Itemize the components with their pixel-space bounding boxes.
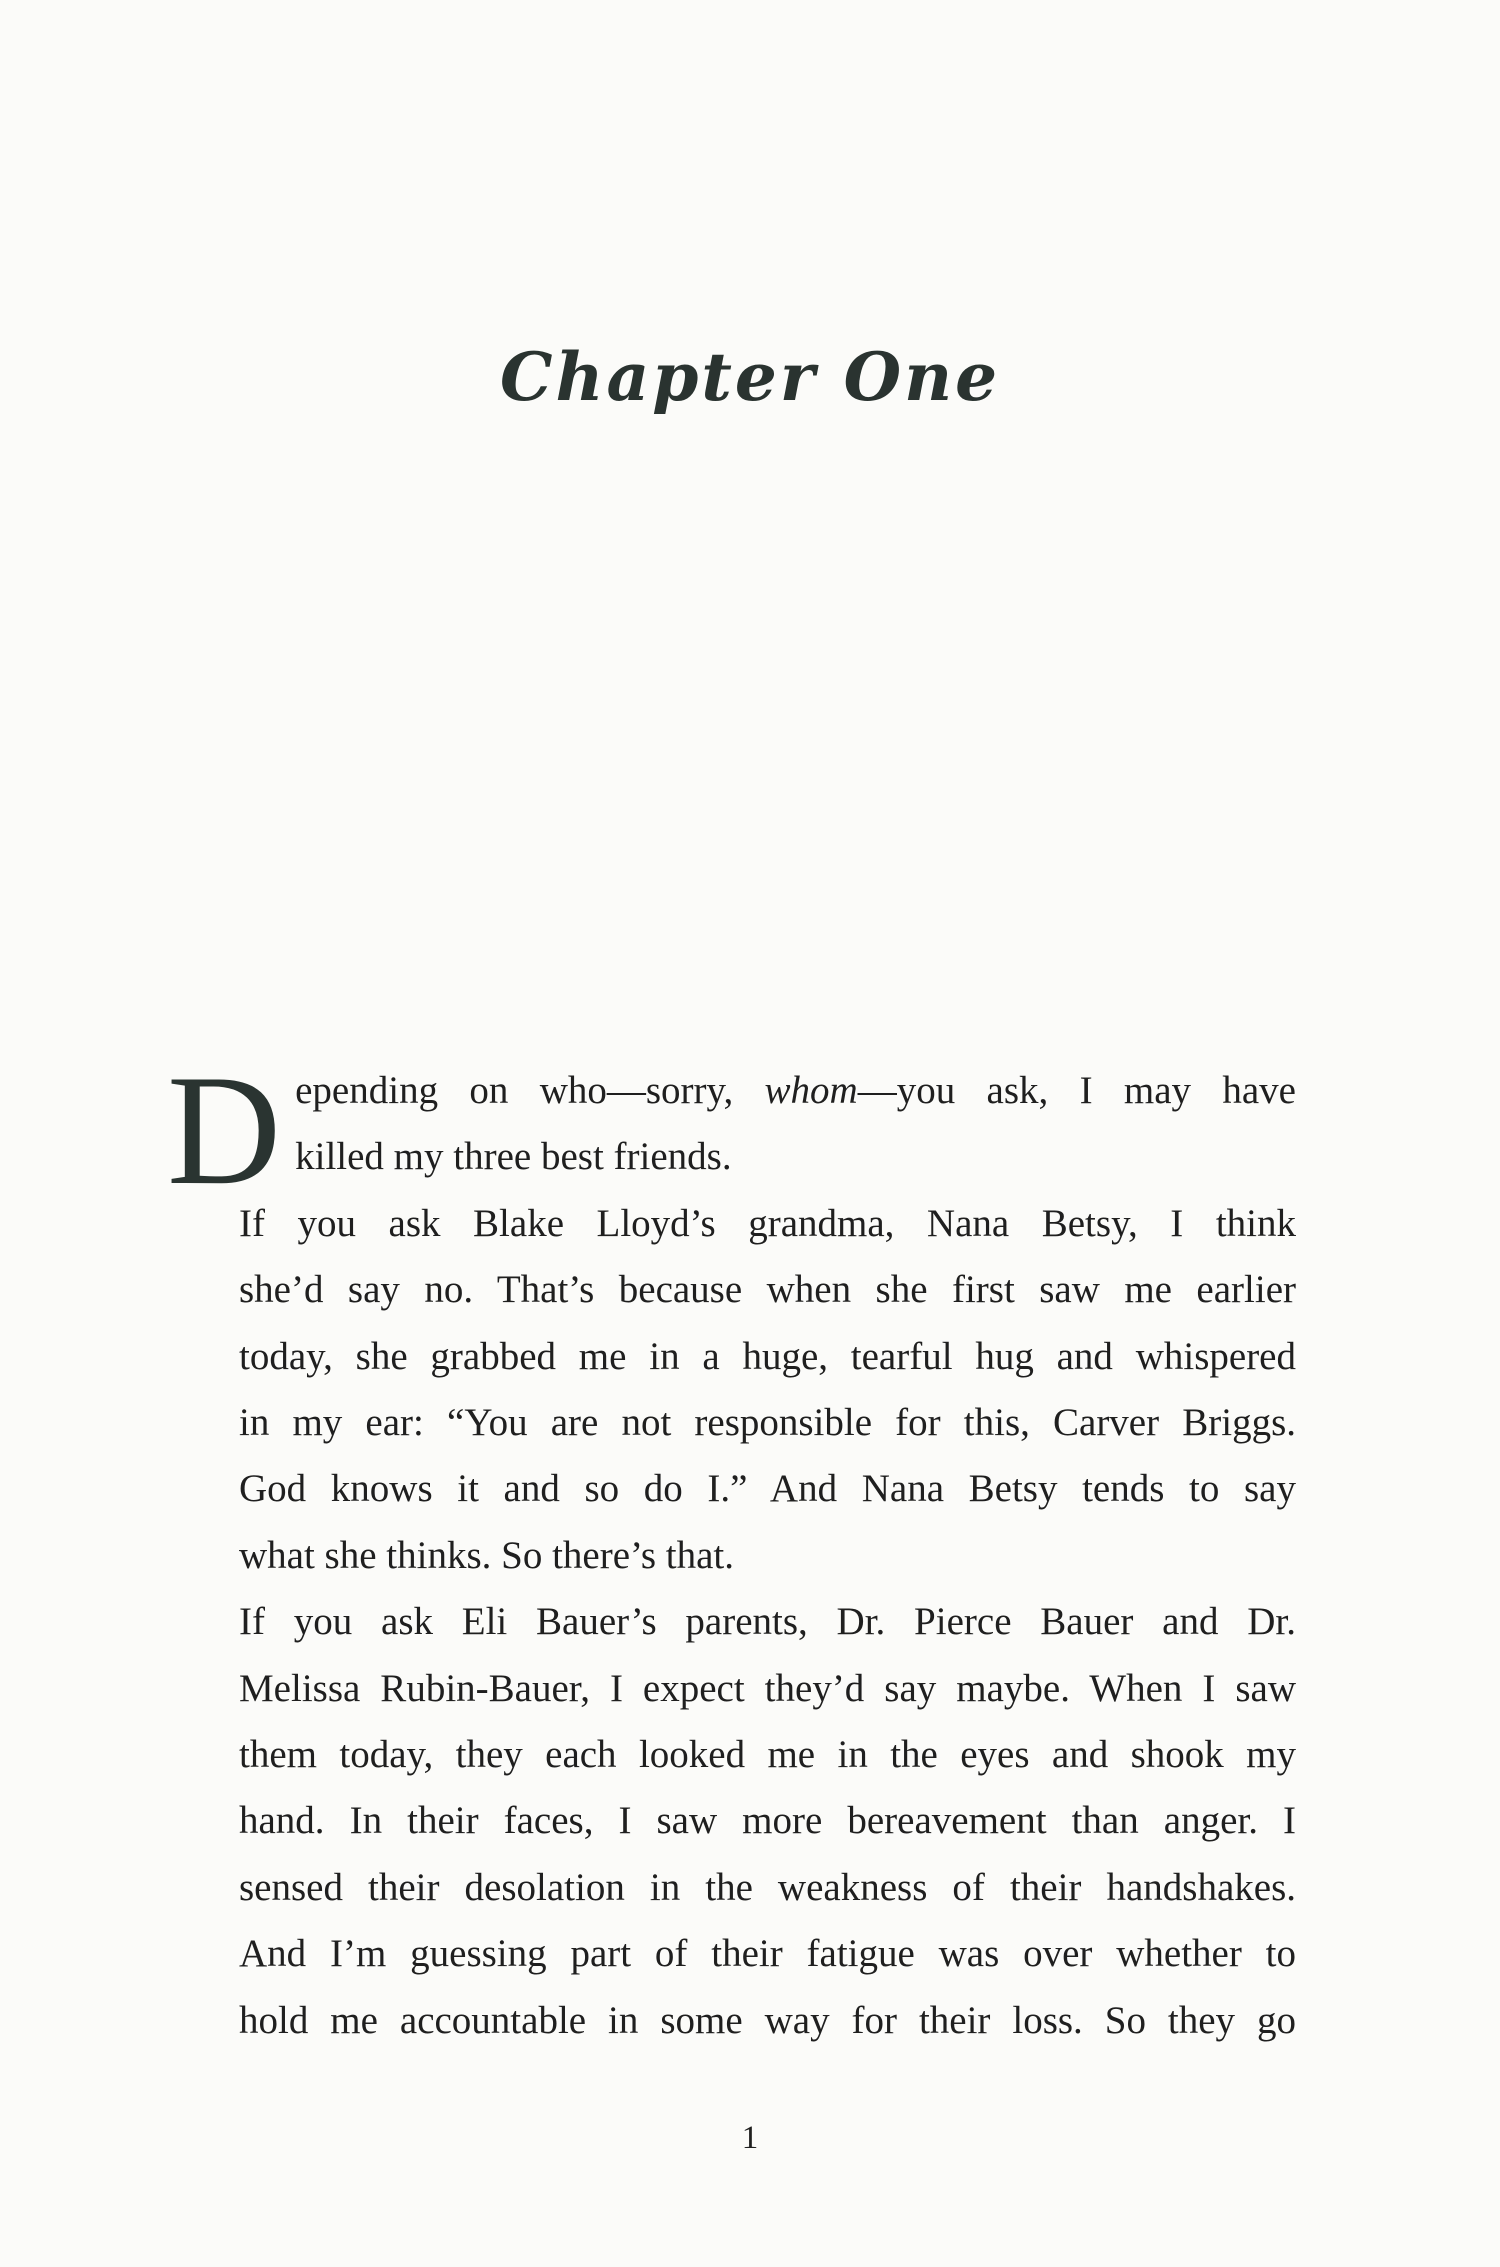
text-segment: sensed their desolation in the weakness of their handshakes.	[239, 1865, 1296, 1909]
text-line	[295, 1124, 1296, 1190]
body-text	[167, 1043, 1296, 2054]
text-line	[169, 1855, 1296, 1921]
text-segment: them today, they each looked me in the eyes and shook my	[239, 1733, 1296, 1777]
text-line	[169, 1988, 1296, 2054]
text-segment: God knows it and so do I.” And Nana Betsy tends to say	[239, 1467, 1296, 1511]
text-segment: killed my three best friends.	[295, 1135, 732, 1179]
text-line	[169, 1523, 1296, 1589]
text-line	[169, 1456, 1296, 1522]
text-segment: she’d say no. That’s because when she first saw me earlier	[239, 1268, 1296, 1312]
text-segment: hold me accountable in some way for their loss. So they go	[239, 1998, 1296, 2042]
text-line	[169, 1324, 1296, 1390]
text-line	[169, 1589, 1296, 1655]
text-line	[169, 1390, 1296, 1456]
text-segment: whom	[764, 1069, 858, 1112]
text-segment: hand. In their faces, I saw more bereavement than anger. I	[239, 1799, 1296, 1843]
drop-cap: D	[167, 1043, 282, 1218]
paragraph	[169, 1589, 1296, 2054]
text-line	[169, 1656, 1296, 1722]
text-segment: —you ask, I may have	[857, 1069, 1296, 1112]
text-line	[295, 1058, 1296, 1124]
text-segment: Melissa Rubin-Bauer, I expect they’d say maybe. When I saw	[239, 1666, 1296, 1710]
paragraph	[169, 1191, 1296, 1589]
text-segment: today, she grabbed me in a huge, tearful hug and whispered	[239, 1334, 1296, 1378]
text-segment: If you ask Eli Bauer’s parents, Dr. Pierce Bauer and Dr.	[239, 1600, 1296, 1644]
text-line	[169, 1921, 1296, 1987]
text-segment: in my ear: “You are not responsible for this, Carver Briggs.	[239, 1401, 1296, 1445]
text-segment: And I’m guessing part of their fatigue was over whether to	[239, 1932, 1296, 1976]
text-line	[169, 1722, 1296, 1788]
text-line	[169, 1191, 1296, 1257]
text-line	[169, 1257, 1296, 1323]
text-segment: epending on who—sorry,	[295, 1069, 765, 1112]
text-line	[169, 1788, 1296, 1854]
chapter-title: Chapter One	[499, 338, 1001, 416]
text-segment: If you ask Blake Lloyd’s grandma, Nana Betsy, I think	[239, 1201, 1296, 1245]
text-segment: what she thinks. So there’s that.	[239, 1533, 735, 1577]
page-number: 1	[741, 2120, 759, 2156]
paragraph	[167, 1043, 1296, 1218]
